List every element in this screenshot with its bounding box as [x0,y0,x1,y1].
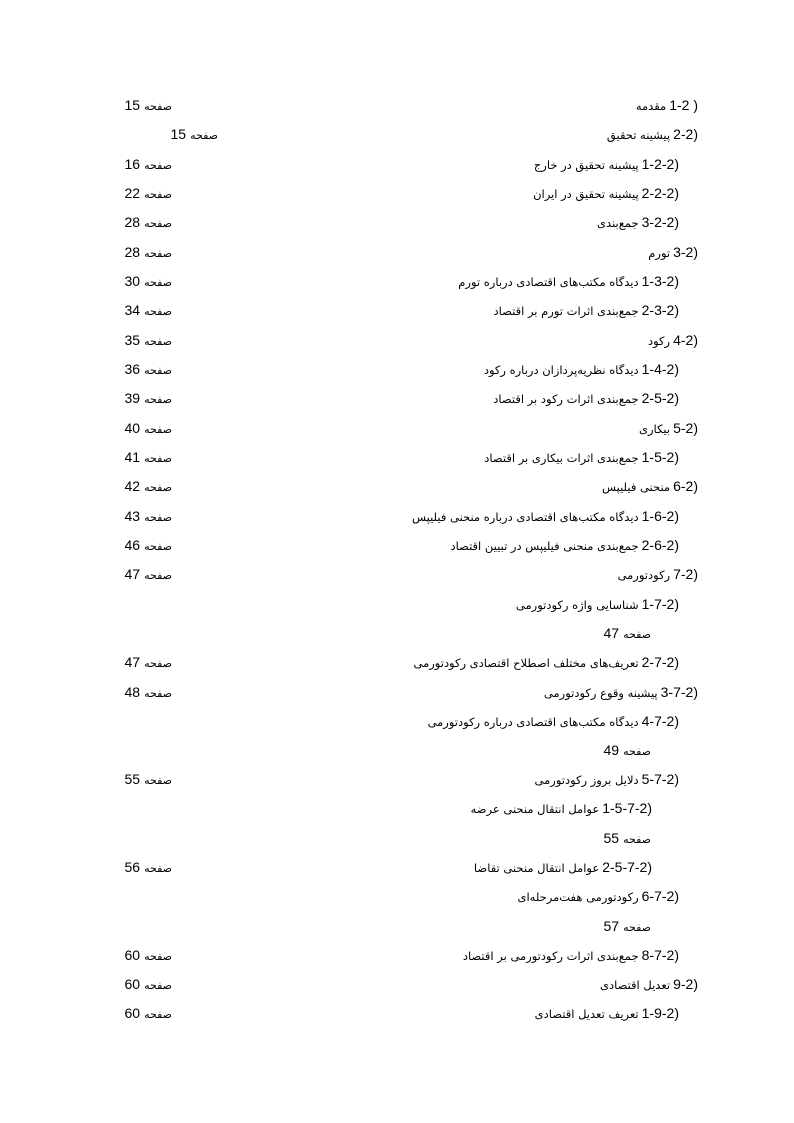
page-reference [125,947,172,963]
toc-entry [0,508,794,528]
page-label: صفحه [144,305,172,318]
page-label: صفحه [144,217,172,230]
toc-entry-heading [648,332,698,348]
page-label: صفحه [623,833,651,846]
section-number: 3-2-2) [641,214,679,230]
page-label: صفحه [623,921,651,934]
page-number: 55 [603,830,620,846]
page-label: صفحه [144,247,172,260]
page-reference [125,537,172,553]
toc-entry-heading [493,390,679,406]
page-reference [125,156,172,172]
page-number: 60 [124,947,141,963]
page-number: 28 [124,244,141,260]
toc-entry [0,185,794,205]
page-number: 41 [124,449,141,465]
toc-entry [0,1005,794,1025]
section-number: 4-7-2) [641,713,679,729]
section-number: 2-2) [673,126,698,142]
page-label: صفحه [144,511,172,524]
page-reference [125,390,172,406]
section-title: تورم [648,246,671,260]
section-number: 1-5-2) [641,449,679,465]
page-label: صفحه [144,862,172,875]
toc-entry [0,771,794,791]
toc-entry [0,888,794,934]
toc-entry [0,390,794,410]
page-label: صفحه [144,393,172,406]
page-reference [604,830,651,846]
section-title: عوامل انتقال منحنی تقاضا [473,861,600,875]
page-reference [125,976,172,992]
toc-entry [0,332,794,352]
page-reference [125,684,172,700]
page-number: 43 [124,508,141,524]
toc-entry-heading [648,244,698,260]
toc-entry [0,156,794,176]
page-label: صفحه [144,335,172,348]
toc-entry-heading [484,449,679,465]
page-reference [604,918,651,934]
page-number: 15 [124,97,141,113]
page-label: صفحه [144,423,172,436]
toc-entry-heading [494,302,679,318]
page-number: 36 [124,361,141,377]
toc-entry-heading [517,888,679,904]
page-label: صفحه [144,657,172,670]
toc-entry [0,244,794,264]
toc-entry [0,449,794,469]
section-title: تعریف‌های مختلف اصطلاح اقتصادی رکودتورمی [413,656,639,670]
toc-entry [0,126,794,146]
section-number: 1-3-2) [641,273,679,289]
page-number: 30 [124,273,141,289]
toc-entry-heading [414,654,680,670]
page-reference [604,742,651,758]
page-number: 35 [124,332,141,348]
page-number: 57 [603,918,620,934]
page-reference [125,244,172,260]
toc-entry-heading [618,566,698,582]
page-number: 48 [124,684,141,700]
section-title: تعریف تعدیل اقتصادی [534,1007,639,1021]
page-label: صفحه [144,774,172,787]
page-reference [125,361,172,377]
section-number: 4-2) [673,332,698,348]
section-number: 1-7-2) [641,596,679,612]
page-reference [125,508,172,524]
toc-entry [0,302,794,322]
toc-entry [0,478,794,498]
toc-entry [0,361,794,381]
toc-entry-heading [544,684,698,700]
section-number: 7-2) [673,566,698,582]
toc-entry-heading [458,273,679,289]
toc-entry [0,859,794,879]
toc-entry [0,566,794,586]
section-number: 2-3-2) [641,302,679,318]
section-title: بیکاری [639,422,671,436]
section-title: جمع‌بندی اثرات رکودتورمی بر اقتصاد [462,949,639,963]
page-reference [171,126,218,142]
section-number: 6-7-2) [641,888,679,904]
section-number: 1-2-2) [641,156,679,172]
section-title: دیدگاه نظریه‌پردازان درباره رکود [483,363,639,377]
toc-entry [0,684,794,704]
page-reference [125,859,172,875]
section-title: رکودتورمی هفت‌مرحله‌ای [517,890,639,904]
section-title: عوامل انتقال منحنی عرضه [470,802,600,816]
toc-entry [0,800,794,846]
page-number: 39 [124,390,141,406]
toc-entry-heading [602,478,698,494]
section-title: دیدگاه مکتب‌های اقتصادی درباره منحنی فیلیپس [411,510,639,524]
toc-entry [0,97,794,117]
section-number: 5-7-2) [641,771,679,787]
section-number: 5-2) [673,420,698,436]
section-number: 2-5-2) [641,390,679,406]
toc-entry-heading [533,185,679,201]
toc-entry-heading [534,156,679,172]
toc-entry-heading [597,214,679,230]
section-title: رکودتورمی [617,568,671,582]
section-title: دلایل بروز رکودتورمی [534,773,639,787]
section-title: جمع‌بندی اثرات تورم بر اقتصاد [493,304,639,318]
page-reference [125,302,172,318]
page-number: 22 [124,185,141,201]
section-number: 1-2 ) [669,97,698,113]
toc-entry [0,596,794,641]
section-title: منحنی فیلیپس [601,480,671,494]
page-reference [125,332,172,348]
page-label: صفحه [144,100,172,113]
section-number: 2-5-7-2) [602,859,652,875]
toc-entry-heading [636,97,698,113]
section-number: 1-6-2) [641,508,679,524]
section-number: 1-9-2) [641,1005,679,1021]
section-number: 3-7-2) [660,684,698,700]
page-number: 28 [124,214,141,230]
section-number: 1-4-2) [641,361,679,377]
toc-entry [0,214,794,234]
toc-entry [0,654,794,674]
page-number: 56 [124,859,141,875]
toc-entry-heading [428,713,679,729]
page-label: صفحه [144,950,172,963]
page-label: صفحه [623,745,651,758]
section-title: جمع‌بندی منحنی فیلیپس در تبیین اقتصاد [450,539,639,553]
page-number: 42 [124,478,141,494]
page-label: صفحه [623,628,651,641]
page-number: 49 [603,742,620,758]
page-number: 34 [124,302,141,318]
section-title: پیشینه تحقیق در ایران [533,187,639,201]
page-label: صفحه [144,188,172,201]
toc-entry-heading [600,976,698,992]
page-number: 40 [124,420,141,436]
section-number: 9-2) [673,976,698,992]
toc-entry [0,537,794,557]
section-title: مقدمه [635,99,667,113]
page-label: صفحه [144,979,172,992]
section-number: 2-6-2) [641,537,679,553]
page-label: صفحه [144,364,172,377]
section-title: جمع‌بندی اثرات بیکاری بر اقتصاد [484,451,639,465]
section-title: پیشینه تحقیق در خارج [533,158,639,172]
page-reference [604,625,651,641]
page-reference [125,185,172,201]
section-title: دیدگاه مکتب‌های اقتصادی درباره تورم [458,275,639,289]
section-number: 3-2) [673,244,698,260]
toc-entry-heading [535,1005,679,1021]
toc-entry-heading [639,420,698,436]
page-number: 60 [124,1005,141,1021]
toc-entry-heading [516,596,679,612]
toc-entry-heading [607,126,698,142]
page-reference [125,214,172,230]
page-number: 47 [124,654,141,670]
page-reference [125,1005,172,1021]
page-reference [125,771,172,787]
page-label: صفحه [144,569,172,582]
page-reference [125,654,172,670]
page-number: 55 [124,771,141,787]
section-title: جمع‌بندی [597,216,639,230]
section-title: پیشینه وقوع رکودتورمی [543,686,658,700]
toc-entry [0,273,794,293]
section-title: شناسایی واژه رکودتورمی [515,598,639,612]
toc-entry-heading [450,537,679,553]
page-label: صفحه [144,481,172,494]
page-reference [125,273,172,289]
section-number: 6-2) [673,478,698,494]
page-number: 47 [124,566,141,582]
section-title: پیشینه تحقیق [606,128,671,142]
page-number: 16 [124,156,141,172]
page-reference [125,420,172,436]
page-number: 15 [170,126,187,142]
page-number: 47 [603,625,620,641]
section-number: 2-2-2) [641,185,679,201]
page-label: صفحه [144,540,172,553]
section-title: جمع‌بندی اثرات رکود بر اقتصاد [493,392,639,406]
section-number: 1-5-7-2) [602,800,652,816]
page-number: 46 [124,537,141,553]
toc-entry-heading [412,508,679,524]
page-label: صفحه [190,129,218,142]
page-reference [125,449,172,465]
page-label: صفحه [144,159,172,172]
section-number: 8-7-2) [641,947,679,963]
page-reference [125,97,172,113]
toc-entry-heading [471,800,652,816]
toc-entry [0,420,794,440]
section-title: دیدگاه مکتب‌های اقتصادی درباره رکودتورمی [427,715,639,729]
section-title: رکود [648,334,671,348]
page-label: صفحه [144,1008,172,1021]
toc-entry [0,713,794,758]
toc-entry-heading [463,947,679,963]
section-title: تعدیل اقتصادی [599,978,671,992]
toc-entry-heading [484,361,679,377]
toc-entry [0,976,794,996]
page-label: صفحه [144,687,172,700]
page-number: 60 [124,976,141,992]
page-label: صفحه [144,452,172,465]
section-number: 2-7-2) [641,654,679,670]
toc-entry-heading [474,859,652,875]
page-reference [125,566,172,582]
toc-entry [0,947,794,967]
page-reference [125,478,172,494]
toc-entry-heading [535,771,679,787]
page-label: صفحه [144,276,172,289]
